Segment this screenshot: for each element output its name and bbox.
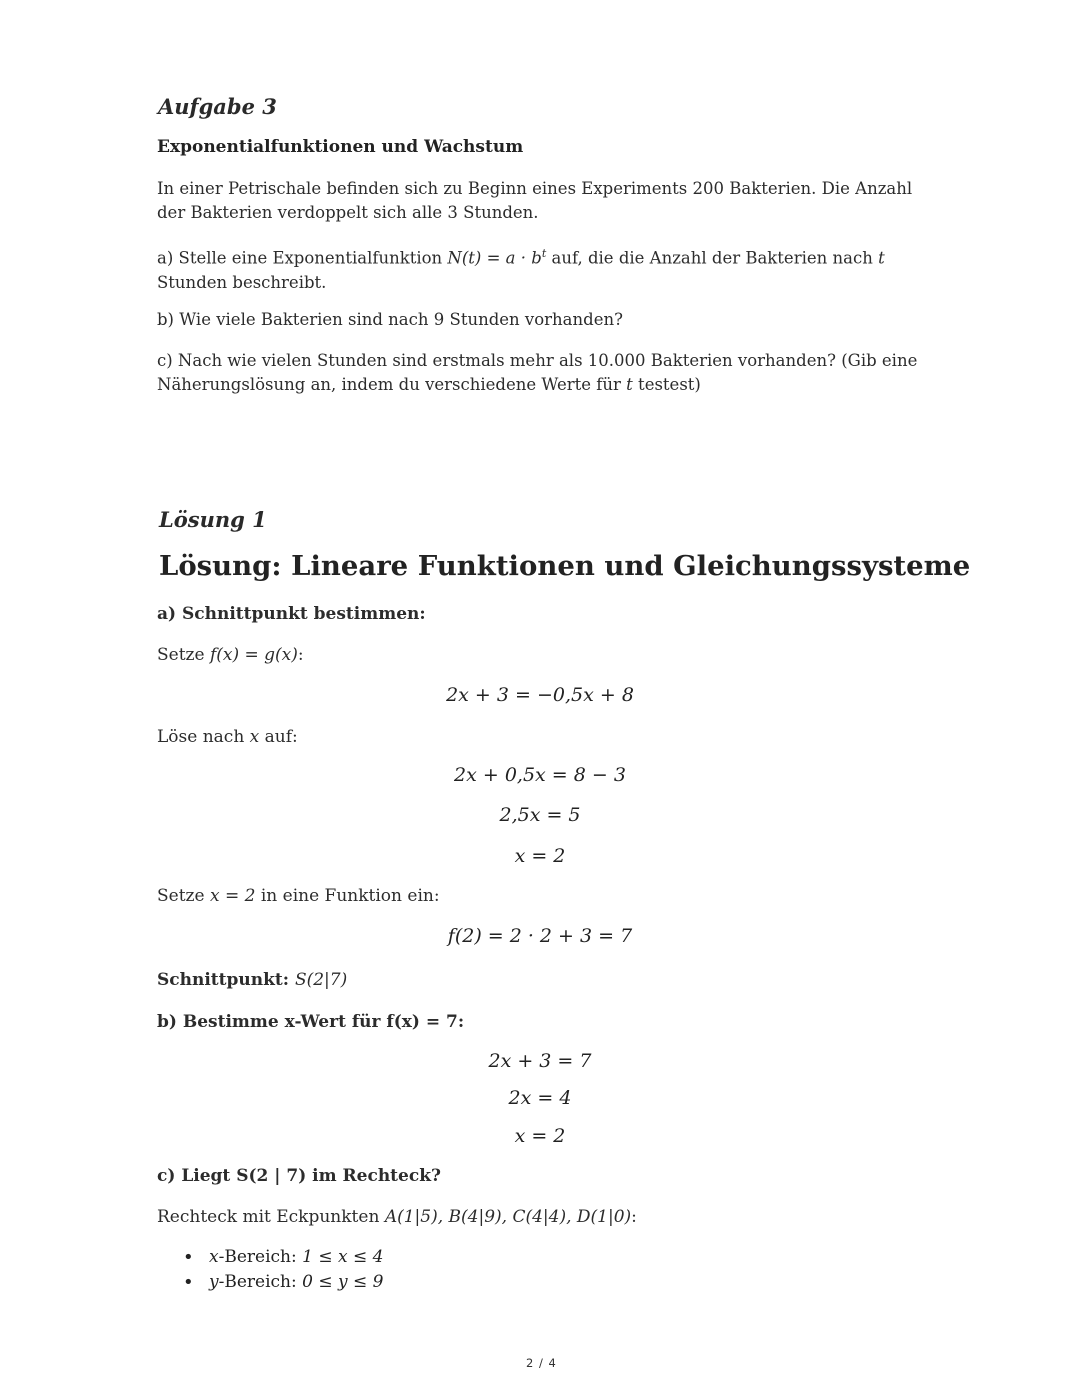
solution-c-heading: c) Liegt S(2 | 7) im Rechteck?	[157, 1166, 441, 1186]
insert-text: in eine Funktion ein:	[255, 886, 440, 906]
part-a-formula: N(t) = a · b	[447, 248, 542, 268]
solve-text: auf:	[259, 727, 298, 747]
equation-6: 2x + 3 = 7	[488, 1050, 592, 1072]
range-value: 0 ≤ y ≤ 9	[302, 1272, 384, 1292]
task-intro	[157, 177, 912, 225]
range-text: -Bereich:	[218, 1247, 303, 1267]
solution-a-heading: a) Schnittpunkt bestimmen:	[157, 604, 426, 624]
intro-text: In einer Petrischale befinden sich zu Beginn eines Experiments	[157, 179, 693, 198]
equation-8: x = 2	[514, 1125, 566, 1147]
equation-1: 2x + 3 = −0,5x + 8	[446, 684, 634, 706]
intro-text: Bakterien. Die Anzahl	[724, 179, 913, 198]
range-list	[183, 1245, 383, 1295]
part-a-text-line2: Stunden beschreibt.	[157, 272, 327, 292]
part-c-text: Näherungslösung an, indem du verschiedene Werte für	[157, 375, 627, 394]
part-a-text: auf, die die Anzahl der Bakterien nach	[546, 248, 879, 268]
part-a-text: a) Stelle eine Exponentialfunktion	[157, 248, 448, 268]
insert-formula: x = 2	[209, 886, 256, 906]
task-subheading: Exponentialfunktionen und Wachstum	[157, 137, 524, 157]
intersection-value: S(2|7)	[294, 970, 348, 990]
list-item	[183, 1270, 383, 1295]
solution-set-line	[157, 643, 304, 667]
page-number: 2 / 4	[526, 1356, 557, 1370]
range-variable: y	[209, 1272, 219, 1292]
rect-text: Rechteck mit Eckpunkten	[157, 1207, 385, 1227]
set-colon: :	[297, 645, 304, 665]
intro-number: 200	[692, 179, 725, 198]
equation-7: 2x = 4	[508, 1087, 572, 1109]
equation-4: x = 2	[514, 845, 566, 867]
equation-2: 2x + 0,5x = 8 − 3	[454, 764, 626, 786]
solution-title: Lösung: Lineare Funktionen und Gleichungssysteme	[159, 550, 971, 582]
set-text: Setze	[157, 645, 210, 665]
equation-5: f(2) = 2 · 2 + 3 = 7	[447, 925, 633, 947]
task-part-a	[157, 242, 885, 295]
insert-text: Setze	[157, 886, 210, 906]
task-part-c	[157, 349, 917, 397]
part-c-variable: t	[626, 375, 633, 394]
solution-b-heading: b) Bestimme x-Wert für f(x) = 7:	[157, 1012, 465, 1032]
rect-colon: :	[631, 1207, 637, 1227]
solution-solve-line	[157, 725, 298, 749]
part-b-number: 9	[433, 310, 445, 329]
intro-number: 3	[447, 203, 458, 222]
task-heading: Aufgabe 3	[158, 94, 277, 119]
equation-3: 2,5x = 5	[499, 804, 581, 826]
intersection-label: Schnittpunkt:	[157, 970, 295, 990]
rect-points: A(1|5), B(4|9), C(4|4), D(1|0)	[384, 1207, 632, 1227]
part-a-formula-exponent: t	[541, 247, 547, 260]
list-item	[183, 1245, 383, 1270]
solution-insert-line	[157, 884, 440, 908]
part-b-text: b) Wie viele Bakterien sind nach	[157, 310, 434, 329]
solution-rect-line	[157, 1205, 637, 1229]
part-c-text: c) Nach wie vielen Stunden sind erstmals mehr als	[157, 351, 588, 370]
solve-text: Löse nach	[157, 727, 250, 747]
task-part-b	[157, 308, 623, 332]
range-value: 1 ≤ x ≤ 4	[302, 1247, 384, 1267]
solution-intersection	[157, 968, 347, 992]
solve-variable: x	[249, 727, 260, 747]
solution-heading: Lösung 1	[159, 507, 267, 532]
part-c-number: 10.000	[587, 351, 646, 370]
range-variable: x	[209, 1247, 219, 1267]
range-text: -Bereich:	[218, 1272, 303, 1292]
part-c-text: Bakterien vorhanden? (Gib eine	[645, 351, 918, 370]
part-c-text: testest)	[632, 375, 701, 394]
intro-text: der Bakterien verdoppelt sich alle	[157, 203, 448, 222]
intro-text: Stunden.	[457, 203, 539, 222]
part-a-variable: t	[878, 248, 885, 268]
set-formula: f(x) = g(x)	[209, 645, 298, 665]
part-b-text: Stunden vorhanden?	[444, 310, 623, 329]
